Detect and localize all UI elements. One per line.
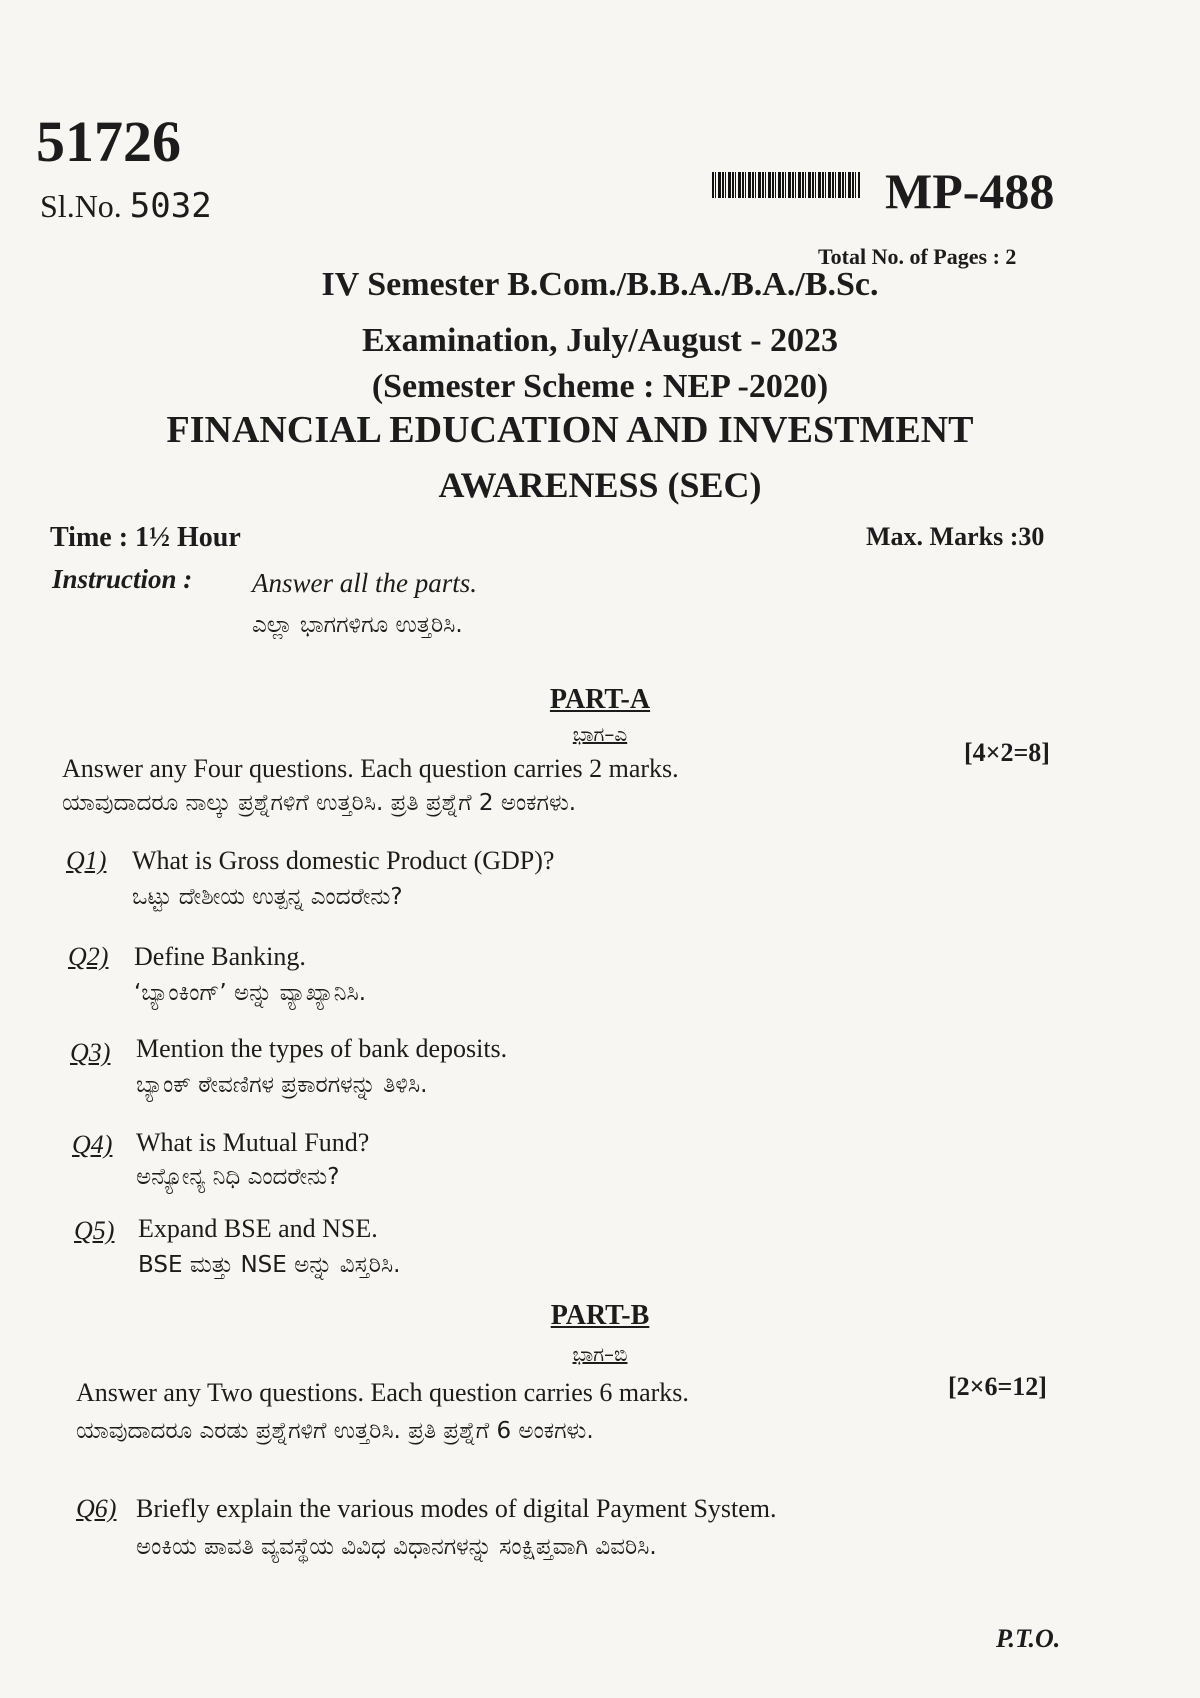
time-allowed: Time : 1½ Hour: [50, 522, 241, 553]
title-subject-line1: FINANCIAL EDUCATION AND INVESTMENT: [166, 409, 974, 451]
serial-number: 5032: [129, 186, 212, 226]
max-marks: Max. Marks :30: [866, 522, 1045, 551]
question-q5-kannada: BSE ಮತ್ತು NSE ಅನ್ನು ವಿಸ್ತರಿಸಿ.: [138, 1252, 401, 1278]
part-b-heading-kannada: ಭಾಗ–ಬಿ: [572, 1342, 628, 1366]
part-b-marks: [2×6=12]: [948, 1372, 1047, 1401]
question-q6-kannada: ಅಂಕಿಯ ಪಾವತಿ ವ್ಯವಸ್ಥೆಯ ವಿವಿಧ ವಿಧಾನಗಳನ್ನು ಸಂಕ್ಷಿಪ್ತವಾಗಿ ವಿವರಿಸಿ.: [136, 1534, 657, 1560]
instruction-text-kannada: ಎಲ್ಲಾ ಭಾಗಗಳಿಗೂ ಉತ್ತರಿಸಿ.: [252, 612, 463, 638]
question-q1-text: What is Gross domestic Product (GDP)?: [132, 846, 555, 875]
question-number-q2: Q2): [68, 942, 109, 971]
question-q3-kannada: ಬ್ಯಾಂಕ್ ಠೇವಣಿಗಳ ಪ್ರಕಾರಗಳನ್ನು ತಿಳಿಸಿ.: [136, 1072, 428, 1098]
part-b-heading: PART-B: [550, 1300, 650, 1331]
barcode-icon: [712, 172, 860, 198]
part-a-instruction: Answer any Four questions. Each question carries 2 marks.: [62, 754, 679, 783]
total-pages: Total No. of Pages : 2: [818, 244, 1017, 269]
part-a-marks: [4×2=8]: [964, 738, 1050, 767]
question-q1-kannada: ಒಟ್ಟು ದೇಶೀಯ ಉತ್ಪನ್ನ ಎಂದರೇನು?: [132, 884, 403, 910]
instruction-label: Instruction :: [52, 564, 193, 594]
serial-label: Sl.No.: [40, 188, 122, 224]
part-a-heading: PART-A: [549, 684, 651, 715]
part-b-instruction-kannada: ಯಾವುದಾದರೂ ಎರಡು ಪ್ರಶ್ನೆಗಳಿಗೆ ಉತ್ತರಿಸಿ. ಪ್ರತಿ ಪ್ರಶ್ನೆಗೆ 6 ಅಂಕಗಳು.: [76, 1418, 594, 1444]
question-q2-text: Define Banking.: [134, 942, 306, 971]
title-scheme: (Semester Scheme : NEP -2020): [371, 368, 829, 405]
question-number-q1: Q1): [66, 846, 107, 875]
part-a-instruction-kannada: ಯಾವುದಾದರೂ ನಾಲ್ಕು ಪ್ರಶ್ನೆಗಳಿಗೆ ಉತ್ತರಿಸಿ. ಪ್ರತಿ ಪ್ರಶ್ನೆಗೆ 2 ಅಂಕಗಳು.: [62, 790, 577, 816]
part-b-instruction: Answer any Two questions. Each question carries 6 marks.: [76, 1378, 689, 1407]
part-a-heading-kannada: ಭಾಗ–ಎ: [572, 722, 628, 746]
question-q4-kannada: ಅನ್ಯೋನ್ಯ ನಿಧಿ ಎಂದರೇನು?: [136, 1164, 340, 1190]
paper-code: 51726: [36, 109, 181, 174]
question-number-q4: Q4): [72, 1130, 113, 1159]
question-q4-text: What is Mutual Fund?: [136, 1128, 370, 1157]
title-semester: IV Semester B.Com./B.B.A./B.A./B.Sc.: [321, 266, 879, 303]
instruction-text: Answer all the parts.: [252, 568, 478, 598]
serial-number-line: [40, 186, 212, 226]
question-number-q6: Q6): [76, 1494, 117, 1523]
question-q5-text: Expand BSE and NSE.: [138, 1214, 378, 1243]
question-q2-kannada: ‘ಬ್ಯಾಂಕಿಂಗ್’ ಅನ್ನು ವ್ಯಾಖ್ಯಾನಿಸಿ.: [134, 980, 367, 1006]
exam-code: MP-488: [885, 163, 1055, 219]
question-q3-text: Mention the types of bank deposits.: [136, 1034, 508, 1063]
title-examination: Examination, July/August - 2023: [361, 322, 839, 359]
question-q6-text: Briefly explain the various modes of digital Payment System.: [136, 1494, 777, 1523]
title-subject-line2: AWARENESS (SEC): [438, 465, 762, 505]
question-number-q3: Q3): [70, 1038, 111, 1067]
question-number-q5: Q5): [74, 1216, 115, 1245]
page-turn-over: P.T.O.: [996, 1624, 1061, 1653]
